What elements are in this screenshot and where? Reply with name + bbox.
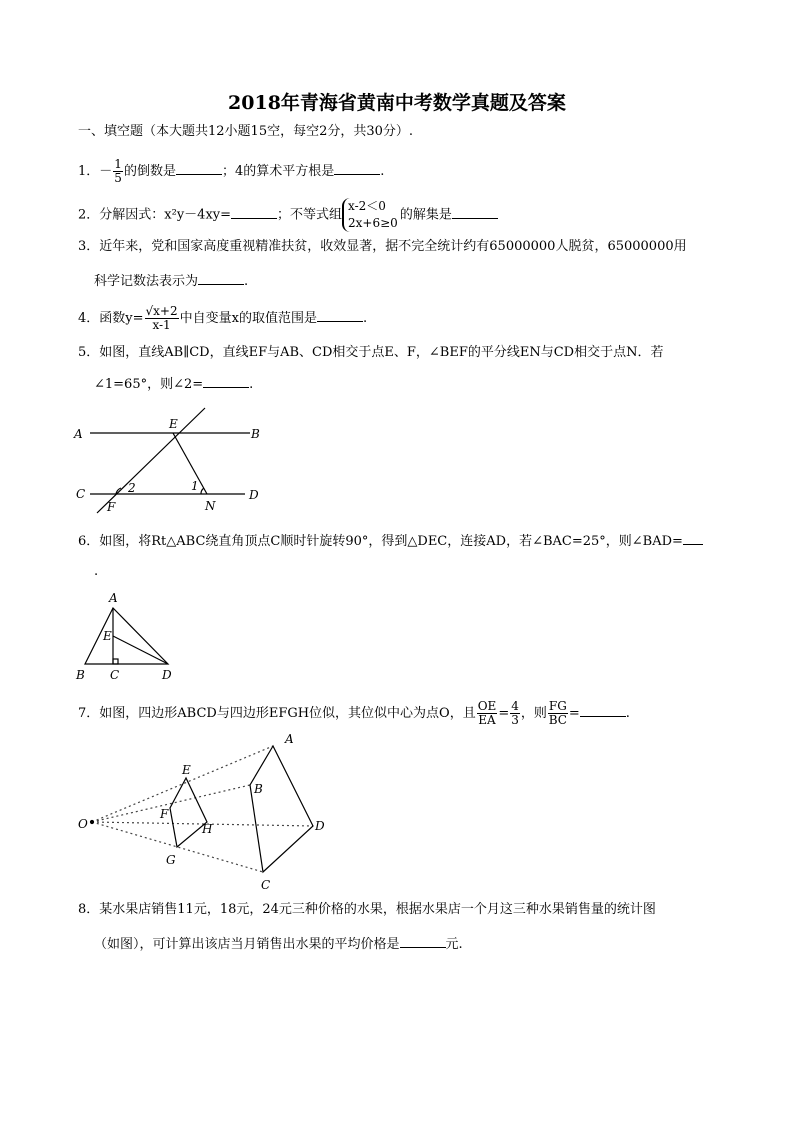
label-a: A (74, 427, 83, 441)
label-e: E (103, 629, 112, 643)
q7-text-a: 7．如图，四边形ABCD与四边形EFGH位似，其位似中心为点O，且 (78, 706, 476, 721)
right-angle-mark (113, 659, 118, 664)
q7-f3-den: BC (548, 713, 567, 727)
label-c: C (76, 487, 86, 501)
q7-f2-num: 4 (511, 699, 519, 713)
q7-text-c: = (568, 706, 580, 721)
label-n: N (205, 499, 216, 513)
question-3: 3．近年来，党和国家高度重视精准扶贫，收效显著，据不完全统计约有65000000人脱贫，65000000用 (78, 239, 687, 254)
label-b: B (254, 782, 263, 796)
label-f: F (107, 500, 116, 514)
q8-cont-text: （如图），可计算出该店当月销售出水果的平均价格是 (94, 937, 400, 952)
q7-end: . (625, 706, 630, 721)
label-d: D (249, 488, 259, 502)
q2-text-c: 的解集是 (399, 207, 452, 223)
q6-text: 6．如图，将Rt△ABC绕直角顶点C顺时针旋转90°，得到△DEC，连接AD，若∠BAC=25°，则∠BAD= (78, 534, 683, 549)
q4-end: . (362, 311, 368, 326)
figure-q7 (91, 746, 314, 872)
q8-unit: 元. (445, 937, 463, 952)
label-o: O (78, 817, 88, 831)
label-d: D (162, 668, 172, 682)
question-8: 8．某水果店销售11元，18元，24元三种价格的水果，根据水果店一个月这三种水果销售量的统计图 (78, 902, 656, 917)
inequality-1: x-2＜0 (348, 199, 386, 213)
figure-q5-labels (73, 417, 260, 514)
q5-end: . (249, 377, 254, 392)
label-c: C (261, 878, 271, 892)
page-title: 2018年青海省黄南中考数学真题及答案 (228, 92, 566, 114)
q1-end: . (380, 164, 385, 179)
line-en (173, 433, 207, 494)
label-c: C (110, 668, 120, 682)
triangle-abd (85, 608, 168, 664)
label-b: B (251, 427, 260, 441)
label-g: G (166, 853, 176, 867)
label-a: A (285, 732, 294, 746)
q2-text-b: ；不等式组 (277, 207, 343, 223)
q7-text-b: ，则 (520, 706, 547, 721)
q4-text-a: 4．函数y= (78, 311, 144, 326)
label-b: B (76, 668, 85, 682)
inequality-2: 2x+6≥0 (348, 216, 398, 230)
figure-q6 (85, 608, 168, 664)
point-o (91, 821, 94, 824)
q3-cont-text: 科学记数法表示为 (94, 274, 199, 289)
q7-f1-num: OE (477, 699, 497, 713)
q3-end: . (244, 274, 249, 289)
label-a: A (109, 591, 118, 605)
question-5: 5．如图，直线AB∥CD，直线EF与AB、CD相交于点E、F，∠BEF的平分线EN与CD相交于点N．若 (78, 345, 664, 360)
q7-f3-num: FG (548, 699, 567, 713)
section-heading: 一、填空题（本大题共12小题15空，每空2分，共30分）. (78, 124, 414, 139)
q7-eq: = (498, 706, 510, 721)
q7-f1-den: EA (478, 713, 496, 727)
label-angle-2: 2 (128, 481, 136, 495)
question-6-cont: . (94, 564, 99, 579)
q7-f2-den: 3 (511, 713, 519, 727)
q5-cont-text: ∠1=65°，则∠2= (94, 377, 204, 392)
q1-denominator: 5 (114, 171, 122, 185)
q1-neg: － (99, 164, 113, 179)
label-h: H (202, 822, 213, 836)
figure-q6-labels (75, 591, 172, 682)
angle-1-arc (201, 488, 204, 494)
label-e: E (182, 763, 191, 777)
q4-denominator: x-1 (152, 318, 171, 332)
q1-number: 1． (78, 164, 100, 179)
label-d: D (315, 819, 325, 833)
segment-ed (113, 636, 168, 664)
q4-text-b: 中自变量x的取值范围是 (179, 311, 317, 326)
label-angle-1: 1 (191, 479, 199, 493)
q2-text-a: 分解因式：x²y－4xy= (99, 207, 232, 223)
quad-efgh (170, 778, 207, 847)
q1-text-a: 的倒数是 (123, 164, 176, 179)
q2-number: 2． (78, 207, 100, 223)
quad-abcd (250, 746, 313, 872)
q1-text-b: ；4的算术平方根是 (221, 164, 335, 179)
q4-numerator: √x+2 (145, 304, 178, 318)
q1-numerator: 1 (114, 157, 122, 171)
label-f: F (160, 807, 169, 821)
label-e: E (169, 417, 178, 431)
